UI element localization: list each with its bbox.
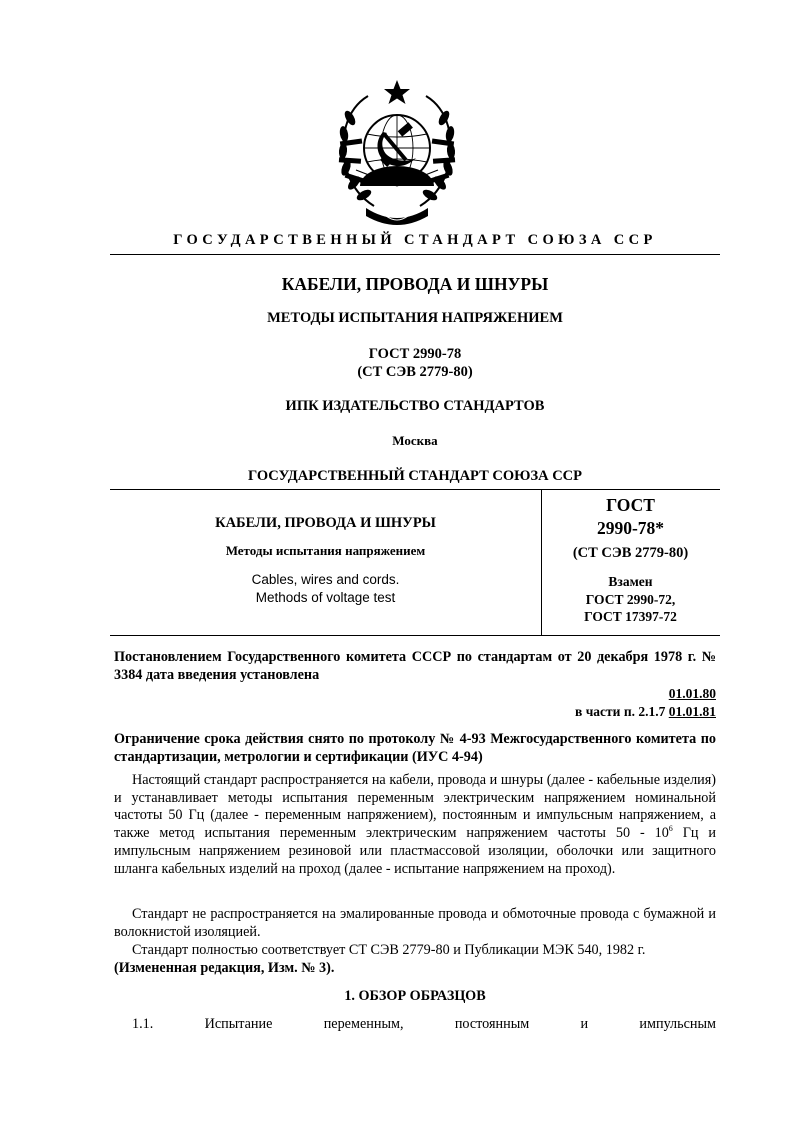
compliance-paragraph [114,942,716,977]
gost-label: ГОСТ [606,495,655,515]
effective-date-part [480,703,716,721]
section-1-1-line [114,1016,716,1033]
st-sev-number: (СТ СЭВ 2779-80) [357,364,473,380]
replaces-item-1: ГОСТ 2990-72, [585,591,676,607]
standard-subtitle-ru: Методы испытания напряжением [225,543,426,558]
standard-title-en [110,571,541,607]
compliance-text: Стандарт полностью соответствует СТ СЭВ 2779-80 и Публикации МЭК 540, 1982 г. [132,942,646,958]
replaces-item-2: ГОСТ 17397-72 [584,609,677,624]
document-title: КАБЕЛИ, ПРОВОДА И ШНУРЫ [281,274,549,294]
scope-text-a: Настоящий стандарт распространяется на кабели, провода и шнуры (далее - кабельные изделия) и устанавливает методы испытания переменным электрическим напряжением номинальной частоты 50 Гц (далее - переменным напряжением), постоянным и импульсным напряжением, а также метод испытания переменным электрическим напряжением частоты 50 - 10 [114,772,716,842]
standard-block-heading: ГОСУДАРСТВЕННЫЙ СТАНДАРТ СОЮЗА ССР [247,468,583,484]
scope-text-b: Гц и импульсным напряжением резиновой или пластмассовой изоляции, оболочки или защитного шланга кабельных изделий на проход (далее - испытание напряжением на проход). [114,825,717,877]
publication-city: Москва [392,433,438,448]
title-en-line-1: Cables, wires and cords. [251,572,400,587]
clause-word: и [580,1016,589,1032]
state-standard-heading: ГОСУДАРСТВЕННЫЙ СТАНДАРТ СОЮЗА ССР [173,232,657,248]
title-en-line-2: Methods of voltage test [255,590,396,605]
frequency-exponent: 6 [668,824,673,834]
clause-word: Испытание [204,1016,273,1032]
amendment-note: (Измененная редакция, Изм. № 3). [114,959,335,976]
limitation-note: Ограничение срока действия снято по протоколу № 4-93 Межгосударственного комитета по стандартизации, метрологии и сертификации (ИУС 4-94) [114,731,716,765]
document-subtitle: МЕТОДЫ ИСПЫТАНИЯ НАПРЯЖЕНИЕМ [267,310,563,326]
gost-designation [110,345,720,381]
exclusion-text: Стандарт не распространяется на эмалированные провода и обмоточные провода с бумажной и волокнистой изоляцией. [114,906,716,940]
standard-title-ru: КАБЕЛИ, ПРОВОДА И ШНУРЫ [215,515,436,531]
state-emblem-icon [336,78,458,230]
gost-box [541,494,720,540]
section-1-title: 1. ОБЗОР ОБРАЗЦОВ [344,988,486,1004]
divider [110,489,720,490]
part-date-value: 01.01.81 [668,704,716,719]
clause-word: импульсным [639,1016,716,1032]
replaces-block [541,573,720,626]
gost-number: ГОСТ 2990-78 [368,346,462,362]
clause-word: переменным, [323,1016,404,1032]
part-label: в части п. 2.1.7 [575,704,666,719]
gost-box-number: 2990-78* [596,518,665,538]
divider [110,635,720,636]
scope-paragraph [114,772,716,878]
replaces-label: Взамен [608,574,653,589]
decree-text: Постановлением Государственного комитета СССР по стандартам от 20 декабря 1978 г. № 3384 дата введения установлена [114,649,716,683]
publisher: ИПК ИЗДАТЕЛЬСТВО СТАНДАРТОВ [285,398,545,414]
clause-number: 1.1. [132,1016,154,1032]
effective-date-value: 01.01.80 [668,686,716,701]
gost-box-st-sev: (СТ СЭВ 2779-80) [572,545,689,561]
divider [110,254,720,255]
exclusion-paragraph [114,906,716,941]
clause-word: постоянным [454,1016,530,1032]
effective-date [480,685,716,703]
